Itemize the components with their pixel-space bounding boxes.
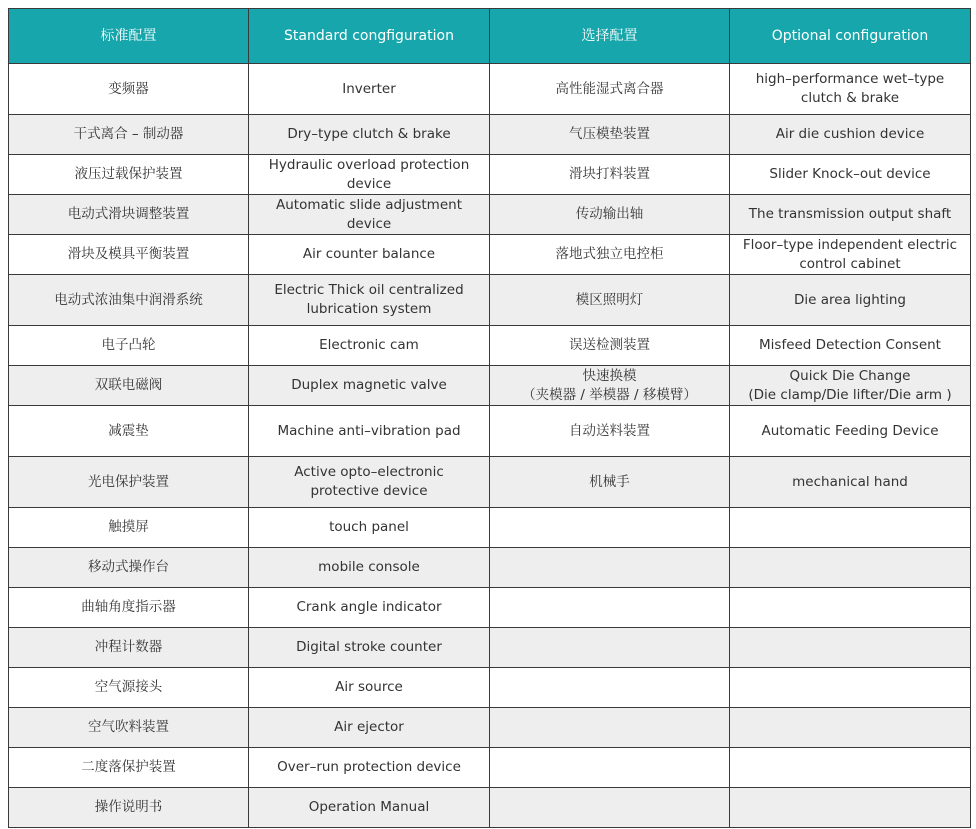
- table-row: [9, 155, 971, 195]
- cell-text: 电子凸轮: [101, 337, 156, 353]
- header-optional-cn: 选择配置: [490, 9, 730, 64]
- cell-text: Quick Die Change (Die clamp/Die lifter/Die arm ): [748, 367, 952, 403]
- standard-en-cell: [249, 668, 490, 708]
- optional-cn-cell: [490, 326, 730, 366]
- table-row: [9, 788, 971, 828]
- table-row: [9, 115, 971, 155]
- optional-en-cell: [730, 406, 971, 457]
- cell-text: Automatic Feeding Device: [761, 422, 939, 439]
- standard-en-cell: [249, 628, 490, 668]
- cell-text: 高性能湿式离合器: [555, 80, 664, 97]
- standard-en-cell: [249, 457, 490, 508]
- cell-text: 滑块打料装置: [569, 166, 650, 182]
- standard-en-cell: [249, 708, 490, 748]
- cell-text: Electric Thick oil centralized lubrication system: [274, 282, 464, 317]
- cell-text: 落地式独立电控柜: [555, 246, 664, 262]
- configuration-table: [8, 8, 971, 828]
- table-row: [9, 748, 971, 788]
- optional-cn-cell: [490, 628, 730, 668]
- optional-en-cell: [730, 64, 971, 115]
- cell-text: Duplex magnetic valve: [291, 377, 447, 393]
- standard-cn-cell: [9, 588, 249, 628]
- cell-text: 变频器: [108, 80, 149, 97]
- standard-cn-cell: [9, 195, 249, 235]
- standard-cn-cell: [9, 708, 249, 748]
- optional-cn-cell: [490, 406, 730, 457]
- cell-text: 二度落保护装置: [81, 759, 176, 775]
- cell-text: Over–run protection device: [277, 759, 461, 775]
- cell-text: mobile console: [318, 559, 420, 575]
- optional-cn-cell: [490, 64, 730, 115]
- optional-cn-cell: [490, 195, 730, 235]
- cell-text: 气压模垫装置: [569, 126, 650, 142]
- optional-cn-cell: [490, 457, 730, 508]
- table-row: [9, 668, 971, 708]
- cell-text: 光电保护装置: [88, 473, 169, 490]
- optional-en-cell: [730, 275, 971, 326]
- standard-en-cell: [249, 275, 490, 326]
- optional-en-cell: [730, 668, 971, 708]
- cell-text: Active opto–electronic protective device: [294, 464, 444, 499]
- table-header-row: [9, 9, 971, 64]
- standard-cn-cell: [9, 788, 249, 828]
- optional-cn-cell: [490, 548, 730, 588]
- cell-text: Machine anti–vibration pad: [277, 422, 461, 439]
- cell-text: Die area lighting: [794, 291, 906, 308]
- optional-en-cell: [730, 628, 971, 668]
- cell-text: Misfeed Detection Consent: [759, 337, 941, 353]
- standard-cn-cell: [9, 275, 249, 326]
- standard-en-cell: [249, 235, 490, 275]
- cell-text: Crank angle indicator: [296, 599, 442, 615]
- optional-cn-cell: [490, 115, 730, 155]
- cell-text: 自动送料装置: [569, 422, 650, 439]
- table-row: [9, 275, 971, 326]
- cell-text: 干式离合 – 制动器: [73, 126, 184, 142]
- cell-text: 液压过载保护装置: [74, 166, 183, 182]
- cell-text: Air counter balance: [302, 246, 436, 262]
- table-row: [9, 326, 971, 366]
- cell-text: mechanical hand: [792, 473, 908, 490]
- standard-cn-cell: [9, 155, 249, 195]
- cell-text: 传动输出轴: [575, 206, 644, 222]
- standard-en-cell: [249, 366, 490, 406]
- optional-en-cell: [730, 548, 971, 588]
- table-row: [9, 366, 971, 406]
- optional-en-cell: [730, 508, 971, 548]
- cell-text: Floor–type independent electric control cabinet: [742, 236, 958, 272]
- cell-text: Air die cushion device: [775, 126, 925, 142]
- cell-text: 触摸屏: [108, 519, 149, 535]
- cell-text: Air ejector: [334, 719, 404, 735]
- cell-text: high–performance wet–type clutch & brake: [755, 71, 945, 106]
- table-body: [9, 64, 971, 828]
- cell-text: 快速换模 （夹模器 / 举模器 / 移模臂）: [522, 367, 697, 403]
- optional-en-cell: [730, 366, 971, 406]
- cell-text: 模区照明灯: [575, 291, 644, 308]
- optional-cn-cell: [490, 788, 730, 828]
- optional-cn-cell: [490, 155, 730, 195]
- standard-cn-cell: [9, 115, 249, 155]
- table-row: [9, 588, 971, 628]
- standard-en-cell: [249, 508, 490, 548]
- optional-en-cell: [730, 748, 971, 788]
- table-row: [9, 64, 971, 115]
- standard-cn-cell: [9, 628, 249, 668]
- table-row: [9, 508, 971, 548]
- cell-text: The transmission output shaft: [748, 206, 952, 222]
- table-row: [9, 195, 971, 235]
- table-row: [9, 708, 971, 748]
- cell-text: 空气源接头: [94, 679, 163, 695]
- optional-en-cell: [730, 155, 971, 195]
- standard-en-cell: [249, 326, 490, 366]
- table-row: [9, 548, 971, 588]
- optional-cn-cell: [490, 235, 730, 275]
- cell-text: 曲轴角度指示器: [81, 599, 176, 615]
- header-standard-en: Standard congfiguration: [249, 9, 490, 64]
- cell-text: 操作说明书: [94, 799, 163, 815]
- cell-text: Operation Manual: [308, 799, 430, 815]
- cell-text: 电动式浓油集中润滑系统: [54, 291, 203, 308]
- cell-text: Slider Knock–out device: [769, 166, 931, 182]
- standard-cn-cell: [9, 457, 249, 508]
- table-row: [9, 457, 971, 508]
- optional-en-cell: [730, 195, 971, 235]
- standard-en-cell: [249, 64, 490, 115]
- standard-en-cell: [249, 155, 490, 195]
- header-optional-en: Optional configuration: [730, 9, 971, 64]
- optional-en-cell: [730, 788, 971, 828]
- cell-text: Inverter: [342, 80, 396, 97]
- standard-cn-cell: [9, 548, 249, 588]
- standard-cn-cell: [9, 508, 249, 548]
- standard-cn-cell: [9, 366, 249, 406]
- cell-text: Automatic slide adjustment device: [275, 196, 462, 232]
- standard-en-cell: [249, 548, 490, 588]
- optional-en-cell: [730, 235, 971, 275]
- optional-cn-cell: [490, 588, 730, 628]
- optional-en-cell: [730, 588, 971, 628]
- cell-text: 移动式操作台: [88, 559, 169, 575]
- cell-text: 空气吹料装置: [88, 719, 169, 735]
- optional-en-cell: [730, 457, 971, 508]
- optional-en-cell: [730, 708, 971, 748]
- standard-cn-cell: [9, 235, 249, 275]
- optional-cn-cell: [490, 508, 730, 548]
- cell-text: 电动式滑块调整装置: [67, 206, 190, 222]
- standard-en-cell: [249, 588, 490, 628]
- standard-cn-cell: [9, 64, 249, 115]
- optional-cn-cell: [490, 708, 730, 748]
- cell-text: 误送检测装置: [569, 337, 650, 353]
- cell-text: 机械手: [589, 473, 630, 490]
- optional-en-cell: [730, 115, 971, 155]
- cell-text: Hydraulic overload protection device: [268, 156, 470, 192]
- standard-cn-cell: [9, 326, 249, 366]
- standard-en-cell: [249, 115, 490, 155]
- optional-en-cell: [730, 326, 971, 366]
- optional-cn-cell: [490, 748, 730, 788]
- standard-en-cell: [249, 788, 490, 828]
- cell-text: Dry–type clutch & brake: [287, 126, 451, 142]
- header-standard-cn: 标准配置: [9, 9, 249, 64]
- cell-text: 减震垫: [108, 422, 149, 439]
- cell-text: Digital stroke counter: [296, 639, 442, 655]
- cell-text: Air source: [335, 679, 403, 695]
- cell-text: 双联电磁阀: [94, 377, 163, 393]
- standard-cn-cell: [9, 406, 249, 457]
- cell-text: 滑块及模具平衡装置: [67, 246, 190, 262]
- cell-text: 冲程计数器: [94, 639, 163, 655]
- table-row: [9, 406, 971, 457]
- cell-text: Electronic cam: [319, 337, 419, 353]
- standard-en-cell: [249, 406, 490, 457]
- standard-en-cell: [249, 748, 490, 788]
- table-row: [9, 628, 971, 668]
- standard-cn-cell: [9, 748, 249, 788]
- cell-text: touch panel: [329, 519, 409, 535]
- optional-cn-cell: [490, 275, 730, 326]
- standard-en-cell: [249, 195, 490, 235]
- standard-cn-cell: [9, 668, 249, 708]
- optional-cn-cell: [490, 668, 730, 708]
- table-row: [9, 235, 971, 275]
- optional-cn-cell: [490, 366, 730, 406]
